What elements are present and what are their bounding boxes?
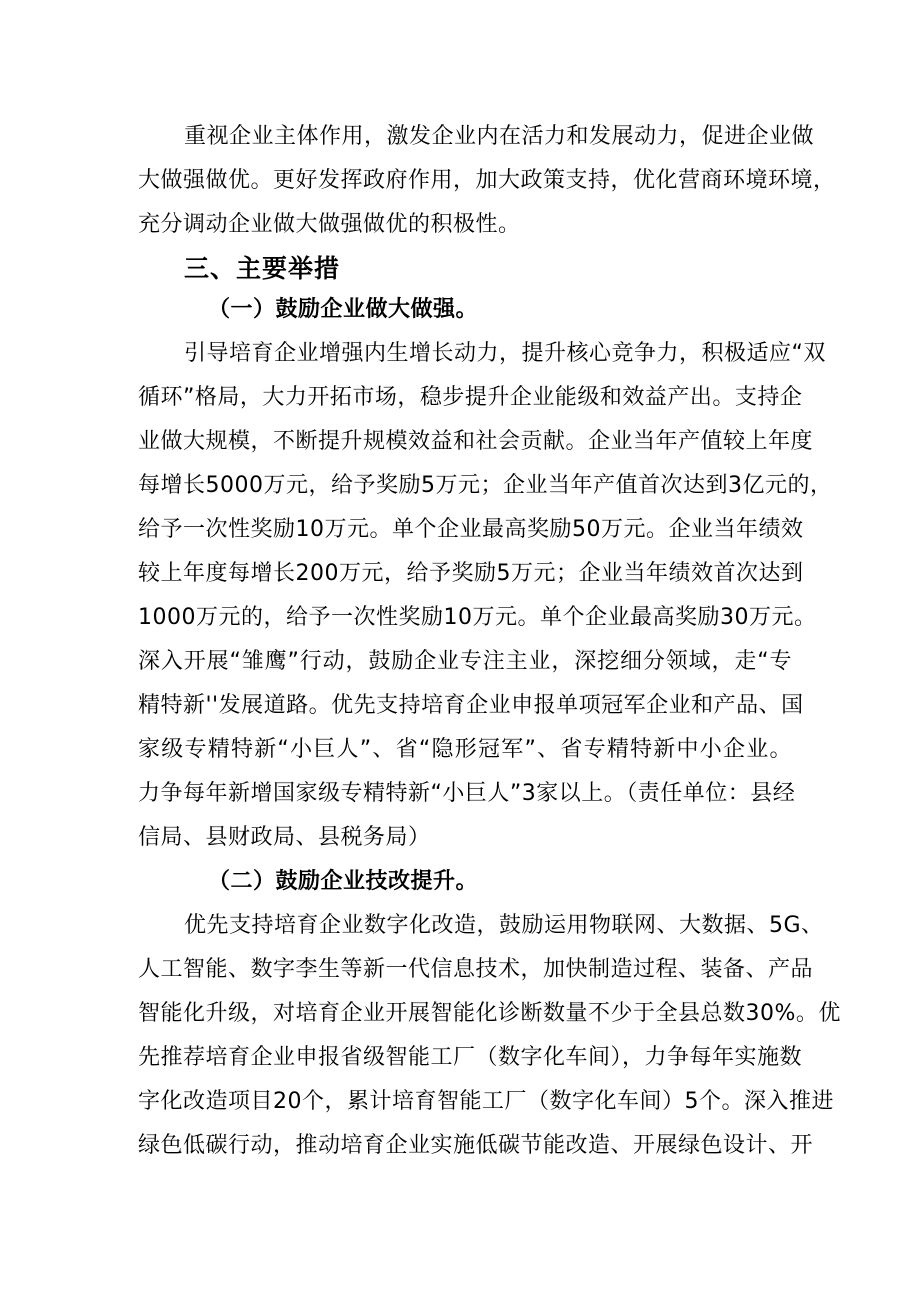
paragraph-line: 每增长5000万元，给予奖励5万元；企业当年产值首次达到3亿元的， — [138, 473, 833, 498]
paragraph-line: 重视企业主体作用，激发企业内在活力和发展动力，促进企业做 — [184, 124, 815, 149]
paragraph-line: 业做大规模，不断提升规模效益和社会贡献。企业当年产值较上年度 — [138, 429, 814, 454]
paragraph-line: 循环”格局，大力开拓市场，稳步提升企业能级和效益产出。支持企 — [138, 385, 803, 410]
paragraph-line: 充分调动企业做大做强做优的积极性。 — [138, 212, 521, 237]
paragraph-line: 信局、县财政局、县税务局） — [138, 825, 431, 850]
subsection-title: （二）鼓励企业技改提升。 — [208, 869, 479, 894]
paragraph-line: 家级专精特新“小巨人”、省“隐形冠军”、省专精特新中小企业。 — [138, 737, 792, 762]
paragraph-line: 智能化升级，对培育企业开展智能化诊断数量不少于全县总数30%。优 — [138, 1001, 841, 1026]
paragraph-line: 给予一次性奖励10万元。单个企业最高奖励50万元。企业当年绩效 — [138, 517, 804, 542]
section-heading: 三、主要举措 — [184, 254, 341, 283]
paragraph-line: 深入开展“雏鹰”行动，鼓励企业专注主业，深挖细分领域，走“专 — [138, 649, 792, 674]
paragraph-line: 人工智能、数字李生等新一代信息技术，加快制造过程、装备、产品 — [138, 957, 814, 982]
paragraph-line: 字化改造项目20个，累计培育智能工厂（数字化车间）5个。深入推进 — [138, 1089, 834, 1114]
paragraph-line: 优先支持培育企业数字化改造，鼓励运用物联网、大数据、5G、 — [184, 913, 824, 938]
paragraph-line: 大做强做优。更好发挥政府作用，加大政策支持，优化营商环境环境， — [138, 168, 836, 193]
paragraph-line: 引导培育企业增强内生增长动力，提升核心竞争力，积极适应“双 — [184, 341, 826, 366]
paragraph-line: 力争每年新增国家级专精特新“小巨人”3家以上。（责任单位：县经 — [138, 781, 796, 806]
paragraph-line: 先推荐培育企业申报省级智能工厂（数字化车间），力争每年实施数 — [138, 1045, 803, 1070]
paragraph-line: 较上年度每增长200万元，给予奖励5万元；企业当年绩效首次达到 — [138, 561, 804, 586]
paragraph-line: 绿色低碳行动，推动培育企业实施低碳节能改造、开展绿色设计、开 — [138, 1133, 814, 1158]
paragraph-line: 1000万元的，给予一次性奖励10万元。单个企业最高奖励30万元。 — [138, 605, 817, 630]
subsection-title: （一）鼓励企业做大做强。 — [208, 297, 479, 322]
paragraph-line: 精特新''发展道路。优先支持培育企业申报单项冠军企业和产品、国 — [138, 693, 804, 718]
